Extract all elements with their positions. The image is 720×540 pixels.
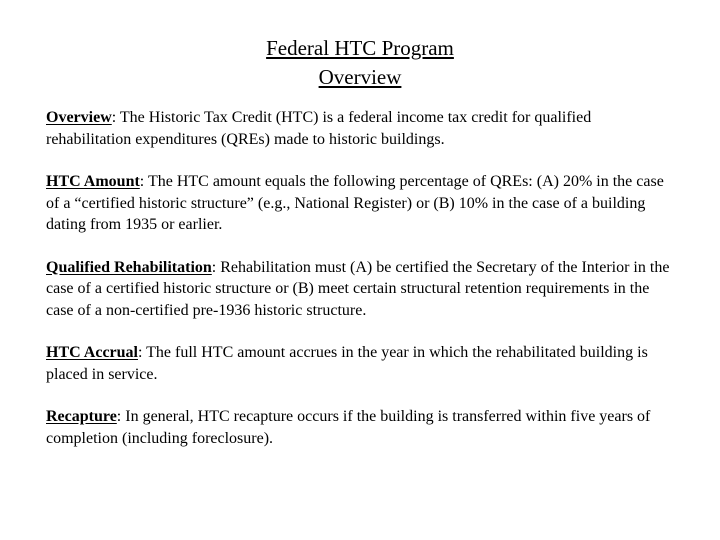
paragraph-recapture-text: : In general, HTC recapture occurs if the building is transferred within five years of completion (including foreclosure). [46, 408, 651, 447]
slide-body [46, 107, 676, 470]
paragraph-overview [46, 107, 676, 150]
paragraph-htc-accrual-text: : The full HTC amount accrues in the year in which the rehabilitated building is placed in service. [46, 344, 648, 383]
term-recapture: Recapture [46, 408, 117, 425]
paragraph-qualified-rehabilitation [46, 257, 676, 322]
paragraph-htc-amount-text: : The HTC amount equals the following percentage of QREs: (A) 20% in the case of a “certified historic structure” (e.g., National Register) or (B) 10% in the case of a building dating from 1935 or earlier. [46, 173, 664, 233]
title-line-1: Federal HTC Program [266, 36, 454, 60]
term-htc-amount: HTC Amount [46, 173, 140, 190]
term-overview: Overview [46, 109, 112, 126]
paragraph-overview-text: : The Historic Tax Credit (HTC) is a federal income tax credit for qualified rehabilitation expenditures (QREs) made to historic buildings. [46, 109, 592, 148]
term-htc-accrual: HTC Accrual [46, 344, 138, 361]
paragraph-recapture [46, 406, 676, 449]
term-qualified-rehabilitation: Qualified Rehabilitation [46, 258, 212, 276]
paragraph-htc-accrual [46, 342, 676, 385]
paragraph-htc-amount [46, 171, 676, 236]
slide-title [0, 34, 720, 92]
title-line-2: Overview [318, 65, 402, 89]
paragraph-qualified-rehabilitation-text: : Rehabilitation must (A) be certified the Secretary of the Interior in the case of a certified historic structure or (B) meet certain structural retention requirements in the case of a non-certified pre-1936 historic structure. [46, 258, 670, 319]
